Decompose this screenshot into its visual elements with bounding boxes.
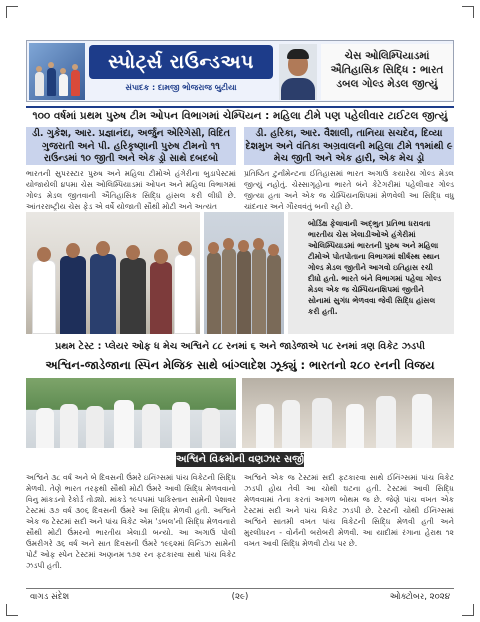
- editor-credit: સંપાદક : દામજી ભોજરાજ બુટીયા: [125, 83, 237, 92]
- chess-article-left: ભારતની સુપરસ્ટાર પુરુષ અને મહિલા ટીમોએ હંગેરીના બુડાપેસ્ટમાં યોજાયેલી ૪૫મા ચેસ ઓલિમ્પિયાડમાં ઓપન અને મહિલા વિભાગમાં ગોલ્ડ મેડલ જીતવાની ઐતિહાસિક સિદ્ધિ હાંસલ કરી લીધી છે. આંતરરાષ્ટ્રીય ચેસ ફેડ એ વર્ષે યોજાતી સૌથી મોટી અને અત્યંત: [26, 169, 236, 211]
- photo-caption: બોર્ડિક્ષ ફેલાવાની અદ્ભુત પ્રતિભા ધરાવતા ભારતીય ચેસ ખેલાડીઓએ હંગેરીમાં ઓલિમ્પિયાડમાં ભારતની પુરુષ અને મહિલા ટીમોએ પોતપોતાના વિભાગમાં શીર્ષસ્થ સ્થાન ગોલ્ડ મેડલ જીતીને આગવો ઇતિહાસ રચી દીધો હતો. ભારતે બંને વિભાગમાં પહેલા ગોલ્ડ મેડલ એક જ ચેમ્પિયનશિપમાં જીતીને સોનામાં સુગંધ ભેળવવા જેવી સિદ્ધિ હાંસલ કરી હતી.: [288, 212, 454, 334]
- editor-portrait: [279, 44, 317, 100]
- issue-date: ઓક્ટોબર, ૨૦૨૪: [389, 592, 450, 602]
- crop-mark-bottom-right: [462, 604, 474, 616]
- ashwin-article-left: અશ્વિને ૩૮ વર્ષ અને બે દિવસની ઉંમરે ઇનિંગ્સમાં પાંચ વિકેટની સિદ્ધિ મેળવી. તેણે ભારત તરફથી સૌથી મોટી ઉંમરે આવી સિદ્ધિ મેળવવાનો વિનુ માંકડનો રેકોર્ડ તોડ્યો. માંકડે ૧૯૫૫માં પાકિસ્તાન સામેની પેશાવર ટેસ્ટમાં ૩૭ વર્ષ ૩૦૬ દિવસની ઉંમરે આ સિદ્ધિ મેળવી હતી. અશ્વિને એક જ ટેસ્ટમાં સદી અને પાંચ વિકેટ એમ 'ડબલ'ની સિદ્ધિ મેળવનારો સૌથી મોટી ઉંમરનો ભારતીય ખેલાડી બન્યો. આ અગાઉ પોલી ઉમરીગરે ૩૬ વર્ષ અને સાત દિવસની ઉંમરે ૧૯૬૨માં વિન્ડિઝ સામેની પોર્ટ ઓફ સ્પેન ટેસ્ટમાં અણનમ ૧૭૨ રન ફટકારવા સાથે પાંચ વિકેટ ઝડપી હતી.: [26, 473, 236, 570]
- cricket-photo-right: [242, 378, 454, 448]
- chess-main-headline: ૧૦૦ વર્ષમાં પ્રથમ પુરુષ ટીમ ઓપન વિભાગમાં ચેમ્પિયન : મહિલા ટીમે પણ પહેલીવાર ટાઈટલ જીત્યું: [26, 106, 454, 123]
- men-team-subheadline: ડી. ગુકેશ, આર. પ્રજ્ઞાનંદા, અર્જુન એરિગેસી, વિદિત ગુજરાતી અને પી. હરિકૃષ્ણાની પુરુષ ટીમનો ૧૧ રાઉન્ડમાં ૧૦ જીતી અને એક ડ્રો સાથે દબદબો: [26, 127, 236, 165]
- ashwin-records-heading: અશ્વિને વિક્રમોની વણઝાર સર્જી: [176, 454, 304, 465]
- crop-mark-bottom-left: [6, 604, 18, 616]
- page-footer: [26, 588, 454, 604]
- crop-mark-top-left: [6, 6, 18, 18]
- publication-name: વાગડ સંદેશ: [30, 592, 70, 602]
- masthead-sports-collage-image: [29, 43, 85, 100]
- cricket-photo-left: [26, 378, 236, 448]
- men-team-photo: [26, 212, 200, 334]
- masthead: [26, 40, 454, 102]
- ashwin-article-right: અશ્વિને એક જ ટેસ્ટમાં સદી ફટકારવા સાથે ઈનિંગ્સમાં પાંચ વિકેટ ઝડપી હોય તેવી આ ચોથી ઘટના હતી. ટેસ્ટમાં આવી સિદ્ધિ મેળવવામાં તેના કરતાં આગળ બોથમ જ છે. જેણે પાંચ વખત એક ટેસ્ટમાં સદી અને પાંચ વિકેટ ઝડપી છે. ટેસ્ટની ચોથી ઈનિંગ્સમાં અશ્વિને સાતમી વખત પાંચ વિકેટની સિદ્ધિ મેળવી હતી અને મુરલીધરન - વોર્નની બરોબરી મેળવી. આ યાદીમાં રંગાના હેરાથ ૧૨ વખત આવી સિદ્ધિ મેળવી ટોચ પર છે.: [244, 473, 454, 548]
- masthead-headline: ચેસ ઓલિમ્પિયાડમાં ઐતિહાસિક સિદ્ધિ : ભારત ડબલ ગોલ્ડ મેડલ જીત્યું: [321, 44, 453, 100]
- cricket-subheadline: પ્રથમ ટેસ્ટ : પ્લેયર ઓફ ધ મેચ અશ્વિને ૮૮ રનમાં ૬ અને જાડેજાએ ૫૮ રનમાં ત્રણ વિકેટ ઝડપી: [55, 341, 425, 352]
- page-number: (૨૯): [231, 592, 249, 602]
- magazine-page: [26, 40, 454, 606]
- cricket-main-headline: અશ્વિન-જાડેજાના સ્પિન મેજિક સાથે બાંગ્લાદેશ ઝૂક્યું : ભારતનો ૨૮૦ રનની વિજય: [45, 358, 435, 372]
- chess-article-right: પ્રતિષ્ઠિત ટુર્નામેન્ટના ઈતિહાસમાં ભારત અગાઉ કયારેય ગોલ્ડ મેડલ જીત્યું નહોતું. ચેસ્સાગૃહોના ભારતે બંને કેટેગરીમાં પહેલીવાર ગોલ્ડ જીત્યા હતા અને એક જ ચેમ્પિયનશિપમાં મેળવેલી આ સિદ્ધિ વધુ ચાંદનાર અને ગૌરવવંતું બની રહી છે.: [244, 169, 454, 211]
- women-team-photo: [204, 212, 284, 334]
- women-team-subheadline: ડી. હરિકા, આર. વૈશાલી, તાનિયા સચદેવ, દિવ્યા દેશમુખ અને વંતિકા અગ્રવાલની મહિલા ટીમે ૧૧માંથી ૯ મેચ જીતી અને એક હારી, એક મેચ ડ્રો: [245, 128, 453, 164]
- section-title: સ્પોર્ટ્સ રાઉન્ડઅપ: [89, 45, 273, 79]
- crop-mark-top-right: [462, 6, 474, 18]
